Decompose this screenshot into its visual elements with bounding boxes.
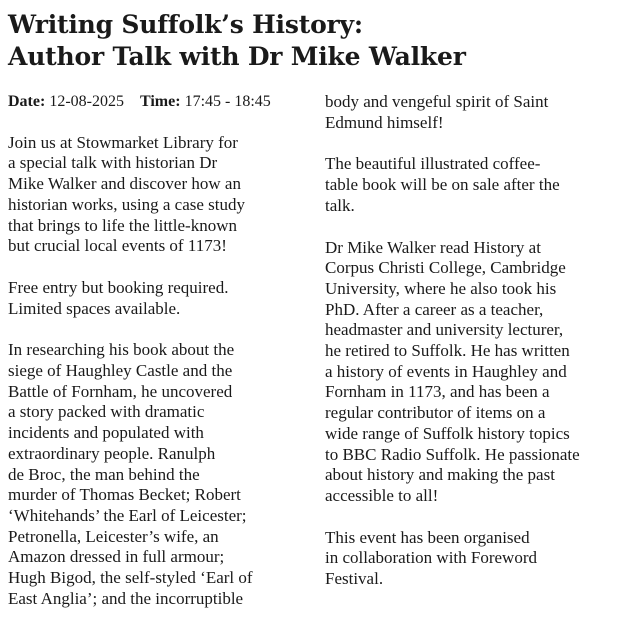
- page-title-line-1: Writing Suffolk’s History:: [8, 10, 363, 39]
- text-line: East Anglia’; and the incorruptible: [8, 588, 244, 608]
- text-line: historian works, using a case study: [8, 194, 246, 214]
- date-value: 12-08-2025: [49, 93, 124, 110]
- text-line: incidents and populated with: [8, 423, 204, 443]
- text-line: In researching his book about the: [8, 340, 235, 360]
- text-line: murder of Thomas Becket; Robert: [8, 485, 241, 505]
- text-line: de Broc, the man behind the: [8, 464, 200, 484]
- text-line: a story packed with dramatic: [8, 402, 205, 422]
- text-line: Edmund himself!: [325, 112, 444, 132]
- text-line: The beautiful illustrated coffee-: [325, 154, 541, 174]
- text-line: extraordinary people. Ranulph: [8, 443, 216, 463]
- author-bio-paragraph: [325, 238, 617, 507]
- collaboration-paragraph: [325, 528, 617, 590]
- text-line: Join us at Stowmarket Library for: [8, 132, 238, 152]
- text-line: table book will be on sale after the: [325, 175, 560, 195]
- time-label: Time:: [139, 93, 181, 110]
- text-line: siege of Haughley Castle and the: [8, 361, 233, 381]
- text-line: a special talk with historian Dr: [8, 153, 218, 173]
- text-line: Free entry but booking required.: [8, 277, 229, 297]
- text-line: a history of events in Haughley and: [325, 361, 567, 381]
- text-line: to BBC Radio Suffolk. He passionate: [325, 444, 580, 464]
- text-line: This event has been organised: [325, 527, 530, 547]
- text-line: accessible to all!: [325, 485, 439, 505]
- text-line: Fornham in 1173, and has been a: [325, 382, 550, 402]
- text-line: wide range of Suffolk history topics: [325, 423, 570, 443]
- text-line: Hugh Bigod, the self-styled ‘Earl of: [8, 568, 253, 588]
- book-sale-paragraph: [325, 154, 617, 216]
- page-title-line-2: Author Talk with Dr Mike Walker: [8, 42, 466, 71]
- text-line: talk.: [325, 195, 355, 215]
- text-line: PhD. After a career as a teacher,: [325, 299, 544, 319]
- page-title: [8, 9, 614, 73]
- text-line: Petronella, Leicester’s wife, an: [8, 526, 219, 546]
- text-line: but crucial local events of 1173!: [8, 236, 227, 256]
- text-line: Limited spaces available.: [8, 298, 181, 318]
- text-line: ‘Whitehands’ the Earl of Leicester;: [8, 505, 247, 525]
- research-paragraph: [8, 340, 300, 609]
- text-line: regular contributor of items on a: [325, 403, 546, 423]
- research-paragraph-continued: [325, 92, 617, 133]
- text-line: University, where he also took his: [325, 278, 557, 298]
- event-meta: [8, 92, 300, 113]
- text-line: that brings to life the little-known: [8, 215, 237, 235]
- text-line: Festival.: [325, 569, 384, 589]
- time-value: 17:45 - 18:45: [184, 93, 271, 110]
- left-column: [8, 92, 300, 630]
- text-line: Corpus Christi College, Cambridge: [325, 258, 566, 278]
- text-line: Mike Walker and discover how an: [8, 174, 241, 194]
- text-line: headmaster and university lecturer,: [325, 320, 564, 340]
- text-line: Dr Mike Walker read History at: [325, 237, 541, 257]
- text-line: Amazon dressed in full armour;: [8, 547, 225, 567]
- date-label: Date:: [8, 93, 46, 110]
- right-column: [325, 92, 617, 611]
- booking-paragraph: [8, 278, 300, 319]
- text-line: he retired to Suffolk. He has written: [325, 341, 570, 361]
- text-line: body and vengeful spirit of Saint: [325, 92, 549, 111]
- intro-paragraph: [8, 133, 300, 257]
- text-line: Battle of Fornham, he uncovered: [8, 381, 233, 401]
- text-line: about history and making the past: [325, 465, 555, 485]
- text-line: in collaboration with Foreword: [325, 548, 537, 568]
